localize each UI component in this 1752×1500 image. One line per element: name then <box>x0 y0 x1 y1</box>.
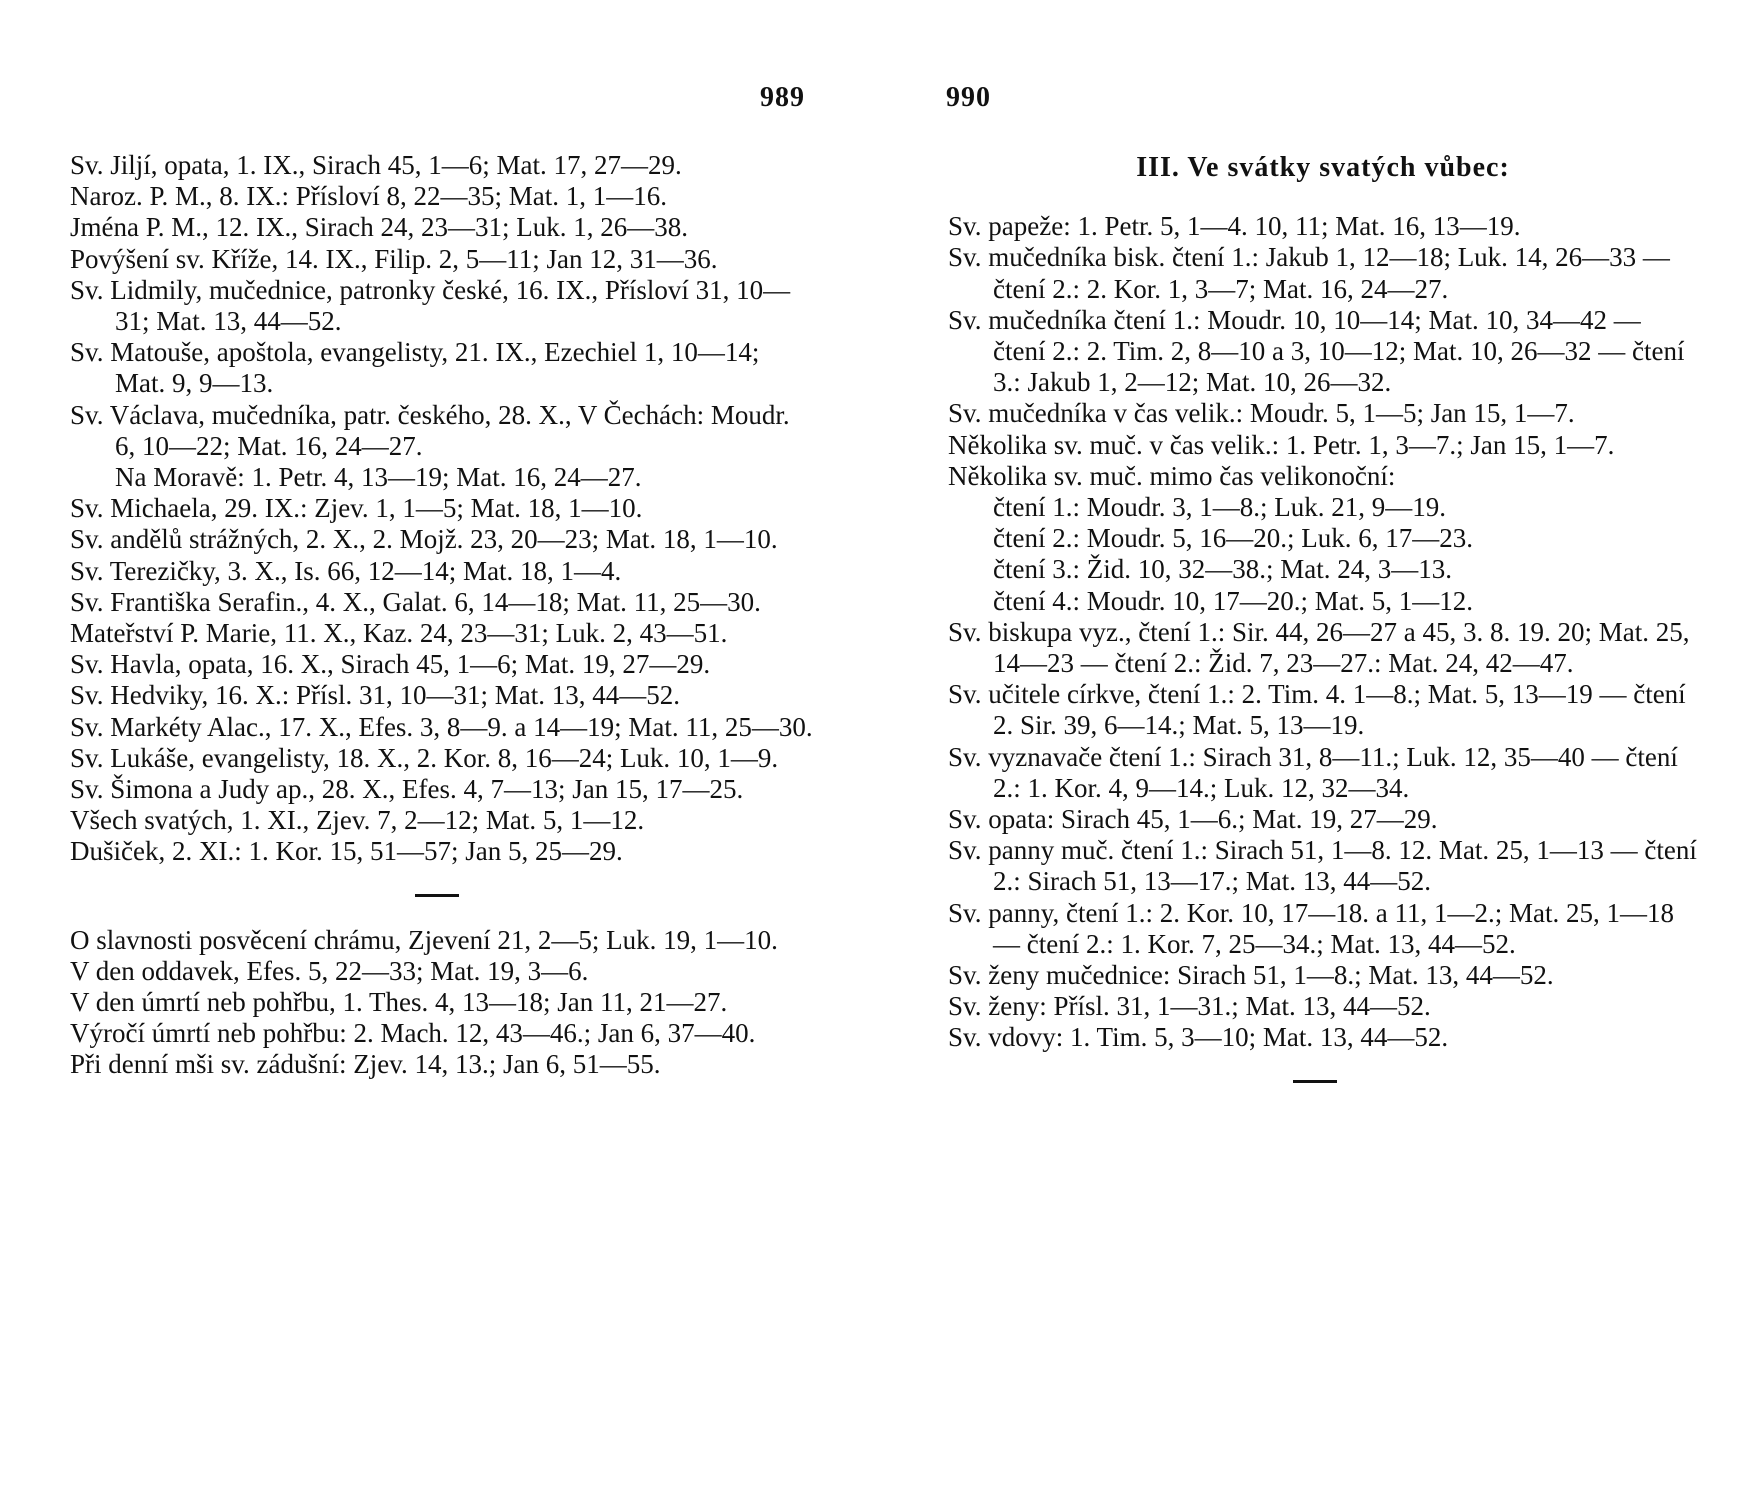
occasion-entry: Při denní mši sv. zádušní: Zjev. 14, 13.; Jan 6, 51—55. <box>70 1049 661 1080</box>
reading-line: čtení 3.: Žid. 10, 32—38.; Mat. 24, 3—13. <box>993 554 1452 585</box>
feast-entry: Jména P. M., 12. IX., Sirach 24, 23—31; Luk. 1, 26—38. <box>70 212 688 243</box>
occasion-entry: Výročí úmrtí neb pohřbu: 2. Mach. 12, 43—46.; Jan 6, 37—40. <box>70 1018 756 1049</box>
feast-entry: Všech svatých, 1. XI., Zjev. 7, 2—12; Mat. 5, 1—12. <box>70 805 645 836</box>
feast-entry: Sv. andělů strážných, 2. X., 2. Mojž. 23, 20—23; Mat. 18, 1—10. <box>70 524 778 555</box>
reading-line: čtení 4.: Moudr. 10, 17—20.; Mat. 5, 1—12. <box>993 585 1473 616</box>
feast-entry: Sv. Františka Serafin., 4. X., Galat. 6, 14—18; Mat. 11, 25—30. <box>70 586 761 617</box>
feast-entry: Mateřství P. Marie, 11. X., Kaz. 24, 23—31; Luk. 2, 43—51. <box>70 618 728 649</box>
feast-entry: Sv. Markéty Alac., 17. X., Efes. 3, 8—9. a 14—19; Mat. 11, 25—30. <box>70 711 813 742</box>
reading-line: čtení 1.: Moudr. 3, 1—8.; Luk. 21, 9—19. <box>993 492 1446 523</box>
page-number-right: 990 <box>946 82 991 113</box>
feast-entry: Sv. Michaela, 29. IX.: Zjev. 1, 1—5; Mat. 18, 1—10. <box>70 493 643 524</box>
saint-entry: Sv. opata: Sirach 45, 1—6.; Mat. 19, 27—29. <box>948 804 1438 835</box>
reading-line: čtení 2.: Moudr. 5, 16—20.; Luk. 6, 17—23. <box>993 523 1473 554</box>
saint-entry: Sv. vyznavače čtení 1.: Sirach 31, 8—11.; Luk. 12, 35—40 — čtení 2.: 1. Kor. 4, 9—14.; Luk. 12, 32—34. <box>948 741 1678 803</box>
feast-entry: Naroz. P. M., 8. IX.: Přísloví 8, 22—35; Mat. 1, 1—16. <box>70 181 667 212</box>
saint-entry: Sv. papeže: 1. Petr. 5, 1—4. 10, 11; Mat. 16, 13—19. <box>948 211 1521 242</box>
right-column <box>948 150 1698 1111</box>
page-number-left: 989 <box>760 82 805 113</box>
saint-entry: Sv. vdovy: 1. Tim. 5, 3—10; Mat. 13, 44—52. <box>948 1022 1449 1053</box>
feast-entry: Sv. Hedviky, 16. X.: Přísl. 31, 10—31; Mat. 13, 44—52. <box>70 680 681 711</box>
feast-entry: Povýšení sv. Kříže, 14. IX., Filip. 2, 5—11; Jan 12, 31—36. <box>70 243 718 274</box>
saint-entry: Sv. panny muč. čtení 1.: Sirach 51, 1—8. 12. Mat. 25, 1—13 — čtení 2.: Sirach 51, 13—17.; Mat. 13, 44—52. <box>948 835 1697 897</box>
feast-entry: Sv. Lukáše, evangelisty, 18. X., 2. Kor. 8, 16—24; Luk. 10, 1—9. <box>70 742 779 773</box>
section-heading: III. Ve svátky svatých vůbec: <box>1136 152 1510 183</box>
feast-entry: Sv. Lidmily, mučednice, patronky české, 16. IX., Přísloví 31, 10—31; Mat. 13, 44—52. <box>70 274 791 337</box>
saint-entry: Několika sv. muč. mimo čas velikonoční: <box>948 460 1396 491</box>
saint-entry: Sv. mučedníka čtení 1.: Moudr. 10, 10—14; Mat. 10, 34—42 — čtení 2.: 2. Tim. 2, 8—10 a 3, 10—12; Mat. 10, 26—32 — čtení 3.: Jakub 1, 2—12; Mat. 10, 26—32. <box>948 304 1685 398</box>
occasion-entry: V den oddavek, Efes. 5, 22—33; Mat. 19, 3—6. <box>70 955 589 986</box>
occasion-entry: V den úmrtí neb pohřbu, 1. Thes. 4, 13—18; Jan 11, 21—27. <box>70 987 728 1018</box>
feast-entry: Sv. Jiljí, opata, 1. IX., Sirach 45, 1—6; Mat. 17, 27—29. <box>70 150 682 180</box>
feast-entry: Sv. Havla, opata, 16. X., Sirach 45, 1—6; Mat. 19, 27—29. <box>70 649 711 680</box>
saint-entry: Sv. mučedníka v čas velik.: Moudr. 5, 1—5; Jan 15, 1—7. <box>948 398 1575 429</box>
left-column <box>70 150 815 1081</box>
saint-entry: Sv. ženy: Přísl. 31, 1—31.; Mat. 13, 44—52. <box>948 991 1431 1022</box>
feast-entry: Sv. Václava, mučedníka, patr. českého, 28. X., V Čechách: Moudr. 6, 10—22; Mat. 16, 24—27. <box>70 399 790 461</box>
feast-entry-moravia: Na Moravě: 1. Petr. 4, 13—19; Mat. 16, 24—27. <box>115 462 642 493</box>
feast-entry: Sv. Terezičky, 3. X., Is. 66, 12—14; Mat. 18, 1—4. <box>70 555 622 586</box>
feast-entry: Sv. Šimona a Judy ap., 28. X., Efes. 4, 7—13; Jan 15, 17—25. <box>70 774 744 805</box>
saint-entry: Několika sv. muč. v čas velik.: 1. Petr. 1, 3—7.; Jan 15, 1—7. <box>948 429 1615 460</box>
saint-entry: Sv. biskupa vyz., čtení 1.: Sir. 44, 26—27 a 45, 3. 8. 19. 20; Mat. 25, 14—23 — čtení 2.: Žid. 7, 23—27.: Mat. 24, 42—47. <box>948 616 1690 679</box>
section-divider <box>415 894 459 897</box>
feast-entry: Sv. Matouše, apoštola, evangelisty, 21. IX., Ezechiel 1, 10—14; Mat. 9, 9—13. <box>70 337 760 399</box>
saint-entry: Sv. panny, čtení 1.: 2. Kor. 10, 17—18. a 11, 1—2.; Mat. 25, 1—18 — čtení 2.: 1. Kor. 7, 25—34.; Mat. 13, 44—52. <box>948 897 1674 959</box>
feast-entry: Dušiček, 2. XI.: 1. Kor. 15, 51—57; Jan 5, 25—29. <box>70 836 623 867</box>
saint-entry: Sv. ženy mučednice: Sirach 51, 1—8.; Mat. 13, 44—52. <box>948 960 1554 991</box>
section-divider <box>1293 1080 1337 1083</box>
saint-entry: Sv. učitele církve, čtení 1.: 2. Tim. 4. 1—8.; Mat. 5, 13—19 — čtení 2. Sir. 39, 6—14.; Mat. 5, 13—19. <box>948 679 1686 741</box>
saint-entry: Sv. mučedníka bisk. čtení 1.: Jakub 1, 12—18; Luk. 14, 26—33 — čtení 2.: 2. Kor. 1, 3—7; Mat. 16, 24—27. <box>948 242 1670 304</box>
occasion-entry: O slavnosti posvěcení chrámu, Zjevení 21, 2—5; Luk. 19, 1—10. <box>70 924 778 955</box>
